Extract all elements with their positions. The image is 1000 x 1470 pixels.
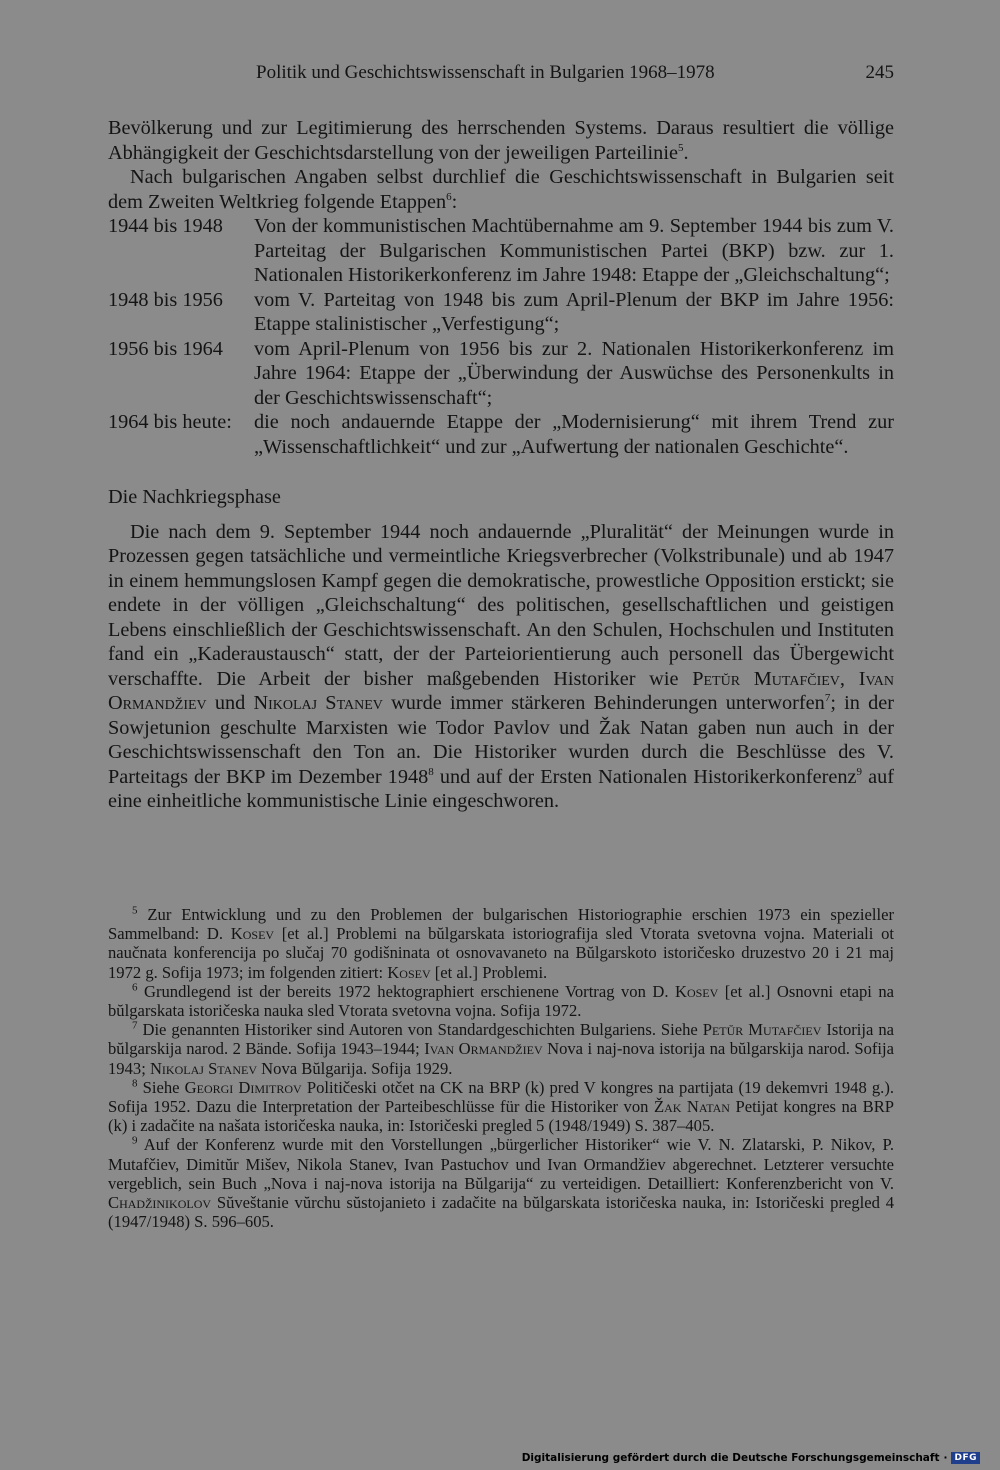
- footnote-7: [108, 1020, 894, 1078]
- page-number: 245: [865, 62, 894, 83]
- author-name: Nikolaj Stanev: [149, 1058, 258, 1078]
- footnote-5: [108, 905, 894, 982]
- footnote-ref-8: 8: [428, 765, 434, 778]
- historian-name: Ivan Ormandžiev: [108, 667, 894, 714]
- author-name: Ivan Ormandžiev: [424, 1039, 543, 1059]
- author-name: Kosev: [387, 962, 431, 982]
- paragraph-2-end: :: [451, 190, 458, 213]
- footnote-ref-5: 5: [677, 141, 684, 154]
- paragraph-1-end: .: [683, 141, 689, 164]
- author-name: Žak Natan: [653, 1097, 730, 1117]
- period-item: [108, 288, 894, 337]
- footnote-number: 8: [132, 1077, 138, 1090]
- footnote-text: [et al.] Osnovni etapi na bŭlgarskata istoričeska nauka sled Vtorata svetovna vojna. Sofija 1972.: [108, 981, 894, 1021]
- footnote-text: Sŭveštanie vŭrchu sŭstojanieto i zadačite na bŭlgarskata istoričeska nauka, in: Istoričeski pregled 4 (1947/1948) S. 596–605.: [108, 1193, 894, 1232]
- period-description: die noch andauernde Etappe der „Modernisierung“ mit ihrem Trend zur „Wissenschaftlichkeit“ und zur „Aufwertung der nationalen Geschichte“.: [254, 411, 894, 458]
- author-name: Kosev: [674, 981, 719, 1001]
- paragraph-3-text: auf eine einheitliche kommunistische Linie eingeschworen.: [108, 765, 894, 812]
- section-heading: Die Nachkriegsphase: [108, 486, 281, 508]
- running-title: Politik und Geschichtswissenschaft in Bulgarien 1968–1978: [256, 62, 715, 83]
- paragraph-3-text: und auf der Ersten Nationalen Historikerkonferenz: [433, 765, 857, 788]
- footnote-text: [et al.] Problemi.: [430, 962, 548, 982]
- footnote-ref-7: 7: [824, 692, 831, 705]
- footnote-8: [108, 1078, 894, 1136]
- paragraph-1-text: Bevölkerung und zur Legitimierung des herrschenden Systems. Daraus resultiert die völlige Abhängigkeit der Geschichtsdarstellung von der jeweiligen Parteilinie: [108, 117, 894, 164]
- paragraph-3: [108, 520, 894, 814]
- period-item: [108, 337, 894, 411]
- period-description: vom V. Parteitag von 1948 bis zum April-Plenum der BKP im Jahre 1956: Etappe stalinistischer „Verfestigung“;: [254, 288, 894, 335]
- footnote-text: Političeski otčet na CK na BRP (k) pred V kongres na partijata (19 dekemvri 1948 g.). Sofija 1952. Dazu die Interpretation der Parteibeschlüsse für die Historiker von: [108, 1077, 894, 1117]
- period-description: vom April-Plenum von 1956 bis zur 2. Nationalen Historikerkonferenz im Jahre 1964: Etappe der „Überwindung der Auswüchse des Personenkults in der Geschichtswissenschaft“;: [254, 337, 894, 409]
- period-years: 1964 bis heute:: [108, 411, 232, 433]
- footnote-ref-6: 6: [446, 190, 452, 203]
- footnote-number: 7: [132, 1019, 138, 1032]
- period-years: 1948 bis 1956: [108, 288, 223, 311]
- period-item: [108, 214, 894, 288]
- footnote-9: [108, 1135, 894, 1231]
- footnote-text: Nova Bŭlgarija. Sofija 1929.: [257, 1058, 453, 1078]
- separator-text: ,: [839, 667, 859, 690]
- footnote-text: Grundlegend ist der bereits 1972 hektographiert erschienene Vortrag von D.: [137, 981, 675, 1001]
- footnote-number: 6: [132, 981, 138, 994]
- paragraph-2: [108, 165, 894, 214]
- footnotes: [108, 905, 894, 1231]
- paragraph-3-text: ; in der Sowjetunion geschulte Marxisten wie Todor Pavlov und Žak Natan gaben nun auch in der Geschichtswissenschaft den Ton an. Die Historiker wurden durch die Beschlüsse des V. Parteitags der BKP im Dezember 1948: [108, 692, 895, 788]
- paragraph-3-text: wurde immer stärkeren Behinderungen unterworfen: [382, 692, 825, 714]
- author-name: Chadžinikolov: [108, 1193, 212, 1213]
- footnote-ref-9: 9: [856, 765, 863, 778]
- author-name: Petŭr Mutafčiev: [702, 1020, 822, 1040]
- footnote-text: Die genannten Historiker sind Autoren von Standardgeschichten Bulgariens. Siehe: [137, 1020, 703, 1040]
- footnote-text: Zur Entwicklung und zu den Problemen der bulgarischen Historiographie erschien 1973 ein spezieller Sammelband: D.: [108, 905, 894, 944]
- footnote-number: 5: [132, 904, 138, 917]
- paragraph-1: [108, 116, 894, 165]
- paragraph-3-text: Die nach dem 9. September 1944 noch andauernde „Pluralität“ der Meinungen wurde in Prozessen gegen tatsächliche und vermeintliche Kriegsverbrecher (Volkstribunale) und ab 1947 in einem hemmungslosen Kampf gegen die demokratische, prowestliche Opposition erstickt; sie endete in der völligen „Gleichschaltung“ des politischen, gesellschaftlichen und geistigen Lebens einschließlich der Geschichtswissenschaft. An den Schulen, Hochschulen und Instituten fand ein „Kaderaustausch“ statt, der der Parteiorientierung auch personell das Übergewicht verschaffte. Die Arbeit der bisher maßgebenden Historiker wie: [108, 520, 894, 690]
- period-list: [108, 214, 894, 459]
- footnote-text: Petijat kongres na BRP (k) i zadačite na našata istoričeska nauka, in: Istoričeski pregled 5 (1948/1949) S. 387–405.: [108, 1097, 894, 1136]
- dfg-logo: DFG: [951, 1452, 980, 1464]
- footnote-text: Auf der Konferenz wurde mit den Vorstellungen „bürgerlicher Historiker“ wie V. N. Zlatarski, P. Nikov, P. Mutafčiev, Dimitŭr Mišev, Nikola Stanev, Ivan Pastuchov und Ivan Ormandžiev abgerechnet. Letzterer versuchte vergeblich, sein Buch „Nova i naj-nova istorija na Bŭlgarija“ zu verteidigen. Detailliert: Konferenzbericht von V.: [108, 1135, 894, 1193]
- footnote-number: 9: [132, 1134, 138, 1147]
- period-years: 1956 bis 1964: [108, 337, 223, 360]
- footnote-text: Siehe: [137, 1077, 185, 1097]
- footnote-text: Istorija na bŭlgarskija narod. 2 Bände. Sofija 1943–1944;: [108, 1020, 894, 1059]
- footnote-6: [108, 982, 894, 1020]
- author-name: Georgi Dimitrov: [184, 1077, 302, 1097]
- period-years: 1944 bis 1948: [108, 215, 223, 237]
- author-name: Kosev: [230, 924, 275, 944]
- historian-name: Nikolaj Stanev: [253, 692, 383, 714]
- paragraph-2-text: Nach bulgarischen Angaben selbst durchlief die Geschichtswissenschaft in Bulgarien seit dem Zweiten Weltkrieg folgende Etappen: [108, 166, 894, 213]
- page-header: [108, 62, 894, 92]
- period-description: Von der kommunistischen Machtübernahme am 9. September 1944 bis zum V. Parteitag der Bulgarischen Kommunistischen Partei (BKP) bzw. zur 1. Nationalen Historikerkonferenz im Jahre 1948: Etappe der „Gleichschaltung“;: [254, 215, 894, 286]
- footnote-text: [et al.] Problemi na bŭlgarskata istoriografija sled Vtorata svetovna vojna. Materiali ot naučnata konferencija po slučaj 70 godišninata ot osnovavaneto na Bŭlgarskoto istoričesko druzestvo 20 i 21 maj 1972 g. Sofija 1973; im folgenden zitiert:: [108, 924, 894, 982]
- period-item: [108, 410, 894, 459]
- funding-text: Digitalisierung gefördert durch die Deutsche Forschungsgemeinschaft: [521, 1452, 940, 1464]
- funding-note: [522, 1450, 980, 1466]
- footnote-text: Nova i naj-nova istorija na bŭlgarskija narod. Sofija 1943;: [108, 1039, 894, 1078]
- historian-name: Petŭr Mutafčiev: [692, 667, 840, 690]
- separator-text: und: [206, 692, 254, 714]
- separator-dot: ·: [943, 1452, 948, 1464]
- main-text: [108, 116, 894, 814]
